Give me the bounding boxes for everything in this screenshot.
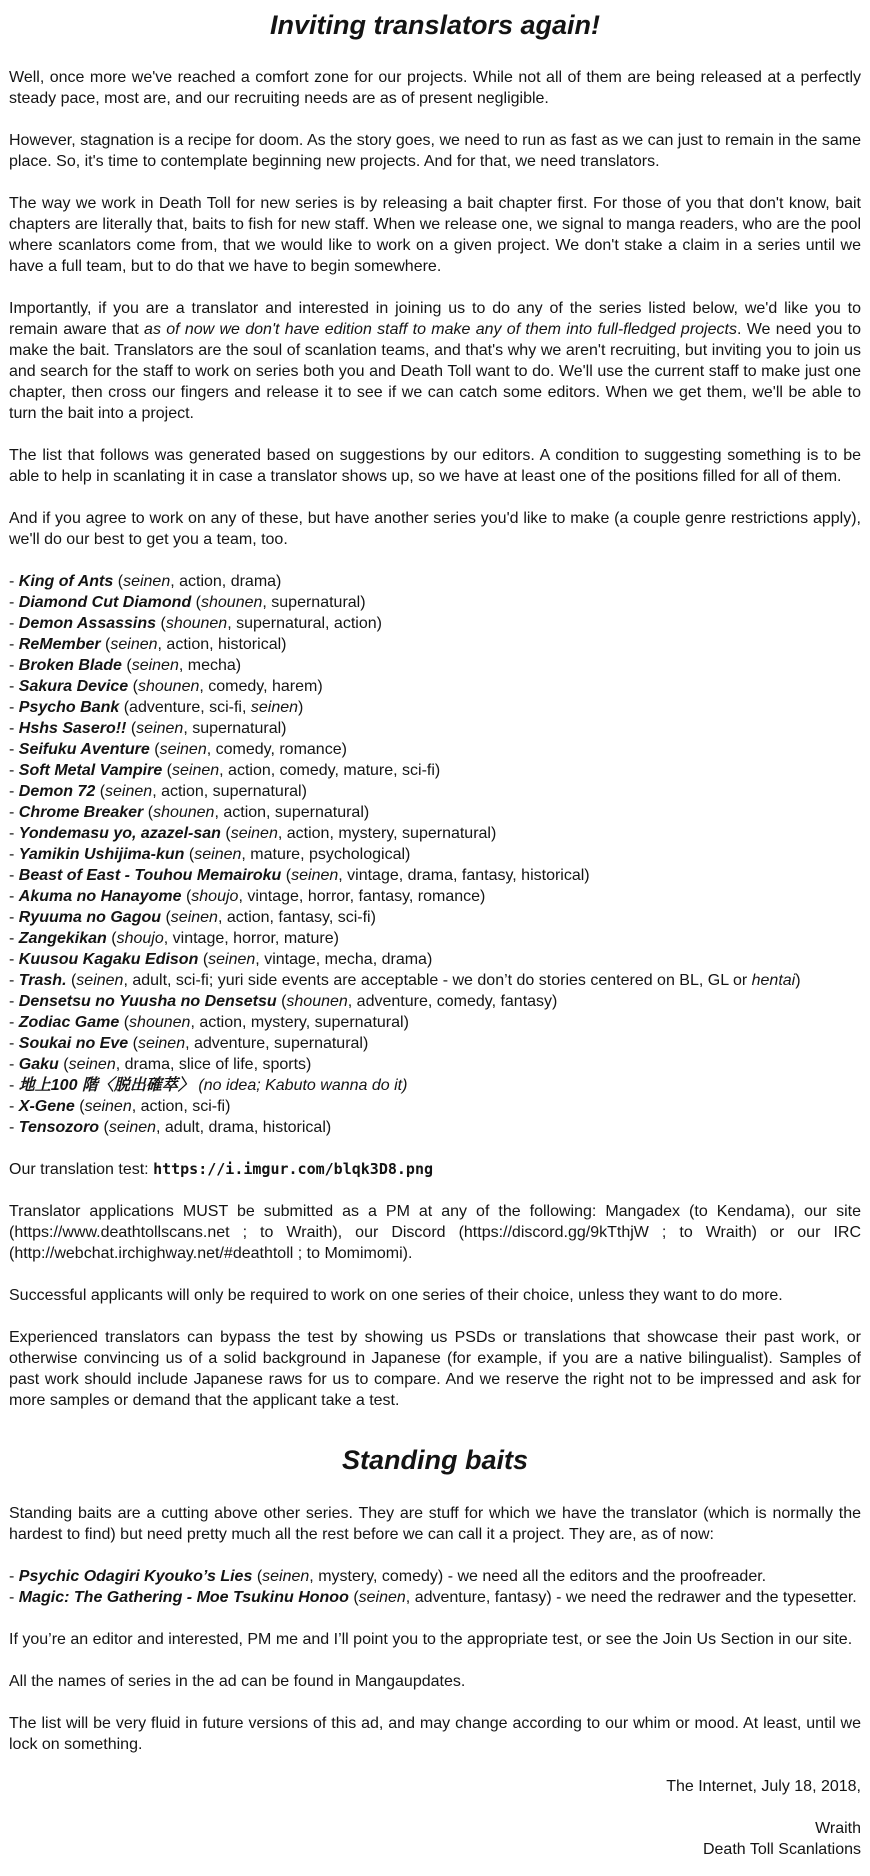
series-item: - Soft Metal Vampire (seinen, action, comedy, mature, sci-fi) <box>9 762 441 779</box>
series-item: - X-Gene (seinen, action, sci-fi) <box>9 1098 231 1115</box>
series-item: - Psycho Bank (adventure, sci-fi, seinen) <box>9 699 304 716</box>
series-title: Gaku <box>18 1056 59 1073</box>
bullet: - <box>9 720 19 737</box>
bullet: - <box>9 1568 19 1585</box>
series-title: Ryuuma no Gagou <box>18 909 162 926</box>
bullet: - <box>9 699 19 716</box>
paragraph: Successful applicants will only be required to work on one series of their choice, unless they want to do more. <box>9 1287 783 1304</box>
bullet: - <box>9 762 19 779</box>
bullet: - <box>9 594 19 611</box>
intro-section <box>9 67 861 550</box>
series-list <box>9 571 861 1138</box>
series-title: Yondemasu yo, azazel-san <box>18 825 221 842</box>
series-title: Zangekikan <box>18 930 107 947</box>
bullet: - <box>9 825 19 842</box>
translation-test-label: Our translation test: <box>9 1161 154 1178</box>
bait-item: - Magic: The Gathering - Moe Tsukinu Honoo (seinen, adventure, fantasy) - we need the redrawer and the typesetter. <box>9 1589 857 1606</box>
series-item: - Gaku (seinen, drama, slice of life, sports) <box>9 1056 312 1073</box>
series-item: - Trash. (seinen, adult, sci-fi; yuri side events are acceptable - we don’t do stories centered on BL, GL or hentai) <box>9 972 801 989</box>
series-title: Tensozoro <box>18 1119 100 1136</box>
series-title: Sakura Device <box>18 678 129 695</box>
bullet: - <box>9 951 19 968</box>
signoff-date: The Internet, July 18, 2018, <box>666 1778 861 1795</box>
series-item: - Demon 72 (seinen, action, supernatural) <box>9 783 307 800</box>
bullet: - <box>9 573 19 590</box>
paragraph: Translator applications MUST be submitted as a PM at any of the following: Mangadex (to Kendama), our site (https://www.deathtollscans.net ; to Wraith), our Discord (https://discord.gg/9kTthjW ; to Wraith) or our IRC (http://webchat.irchighway.net/#deathtoll ; to Momimomi). <box>9 1203 861 1262</box>
series-title: Seifuku Aventure <box>18 741 150 758</box>
paragraph: The list will be very fluid in future versions of this ad, and may change according to our whim or mood. At least, until we lock on something. <box>9 1715 861 1753</box>
bullet: - <box>9 993 19 1010</box>
bullet: - <box>9 930 19 947</box>
paragraph: However, stagnation is a recipe for doom. As the story goes, we need to run as fast as we can just to remain in the same place. So, it's time to contemplate beginning new projects. And for that, we need translators. <box>9 132 861 170</box>
series-item: - Yamikin Ushijima-kun (seinen, mature, psychological) <box>9 846 411 863</box>
series-item: - Tensozoro (seinen, adult, drama, historical) <box>9 1119 332 1136</box>
bullet: - <box>9 678 19 695</box>
paragraph: If you’re an editor and interested, PM me and I’ll point you to the appropriate test, or see the Join Us Section in our site. <box>9 1631 853 1648</box>
bullet: - <box>9 1589 19 1606</box>
bullet: - <box>9 888 19 905</box>
bullet: - <box>9 615 19 632</box>
series-title: Soft Metal Vampire <box>18 762 163 779</box>
series-title: Beast of East - Touhou Memairoku <box>18 867 282 884</box>
bullet: - <box>9 972 19 989</box>
series-item: - Densetsu no Yuusha no Densetsu (shounen, adventure, comedy, fantasy) <box>9 993 558 1010</box>
series-item: - Seifuku Aventure (seinen, comedy, romance) <box>9 741 347 758</box>
series-item: - Zodiac Game (shounen, action, mystery, supernatural) <box>9 1014 409 1031</box>
series-item: - ReMember (seinen, action, historical) <box>9 636 287 653</box>
bullet: - <box>9 867 19 884</box>
series-item: - Broken Blade (seinen, mecha) <box>9 657 242 674</box>
series-title: Demon Assassins <box>18 615 157 632</box>
series-title: 地上100 階〈脱出確萃〉 <box>18 1077 194 1094</box>
translation-test-line <box>9 1159 861 1180</box>
series-item: - Akuma no Hanayome (shoujo, vintage, horror, fantasy, romance) <box>9 888 486 905</box>
bullet: - <box>9 1014 19 1031</box>
bullet: - <box>9 741 19 758</box>
series-title: Hshs Sasero!! <box>18 720 127 737</box>
paragraph: The list that follows was generated based on suggestions by our editors. A condition to suggesting something is to be able to help in scanlating it in case a translator shows up, so we have at least one of the positions filled for all of them. <box>9 447 861 485</box>
paragraph: Experienced translators can bypass the test by showing us PSDs or translations that showcase their past work, or otherwise convincing us of a solid background in Japanese (for example, if you are a native bilingualist). Samples of past work should include Japanese raws for us to compare. And we reserve the right not to be impressed and ask for more samples or demand that the applicant take a test. <box>9 1329 861 1409</box>
bullet: - <box>9 1098 19 1115</box>
paragraph: The way we work in Death Toll for new series is by releasing a bait chapter first. For those of you that don't know, bait chapters are literally that, baits to fish for new staff. When we release one, we signal to manga readers, who are the pool where scanlators come from, that we would like to work on a given project. We don't stake a claim in a series until we have a full team, but to do that we have to begin somewhere. <box>9 195 861 275</box>
series-item: - King of Ants (seinen, action, drama) <box>9 573 282 590</box>
series-title: Chrome Breaker <box>18 804 144 821</box>
bullet: - <box>9 1056 19 1073</box>
series-title: Soukai no Eve <box>18 1035 129 1052</box>
series-title: Densetsu no Yuusha no Densetsu <box>18 993 277 1010</box>
series-title: King of Ants <box>18 573 114 590</box>
series-item: - Kuusou Kagaku Edison (seinen, vintage, mecha, drama) <box>9 951 433 968</box>
bullet: - <box>9 636 19 653</box>
bullet: - <box>9 909 19 926</box>
series-title: X-Gene <box>18 1098 75 1115</box>
series-item: - Demon Assassins (shounen, supernatural, action) <box>9 615 382 632</box>
paragraph: Well, once more we've reached a comfort zone for our projects. While not all of them are being released at a perfectly steady pace, most are, and our recruiting needs are as of present negligible. <box>9 69 861 107</box>
series-title: Kuusou Kagaku Edison <box>18 951 199 968</box>
series-item: - Yondemasu yo, azazel-san (seinen, action, mystery, supernatural) <box>9 825 497 842</box>
signoff <box>9 1818 861 1860</box>
signoff-group: Death Toll Scanlations <box>702 1841 861 1858</box>
series-item: - Ryuuma no Gagou (seinen, action, fantasy, sci-fi) <box>9 909 376 926</box>
bullet: - <box>9 1077 19 1094</box>
series-item: - Soukai no Eve (seinen, adventure, supernatural) <box>9 1035 369 1052</box>
standing-baits-intro: Standing baits are a cutting above other series. They are stuff for which we have the translator (which is normally the hardest to find) but need pretty much all the rest before we can call it a project. They are, as of now: <box>9 1505 861 1543</box>
applications-section <box>9 1201 861 1411</box>
series-item: - Zangekikan (shoujo, vintage, horror, mature) <box>9 930 339 947</box>
series-item: - Diamond Cut Diamond (shounen, supernatural) <box>9 594 366 611</box>
baits-list <box>9 1566 861 1608</box>
paragraph: Importantly, if you are a translator and interested in joining us to do any of the series listed below, we'd like you to remain aware that as of now we don't have edition staff to make any of them into full-fledged projects. We need you to make the bait. Translators are the soul of scanlation teams, and that's why we aren't recruiting, but inviting you to join us and search for the staff to work on series both you and Death Toll want to do. We'll use the current staff to make just one chapter, then cross our fingers and release it to see if we can catch some editors. When we get them, we'll be able to turn the bait into a project. <box>9 300 862 422</box>
outro-section <box>9 1629 861 1755</box>
document <box>9 8 861 1860</box>
series-title: Broken Blade <box>18 657 122 674</box>
series-title: Demon 72 <box>18 783 96 800</box>
paragraph: And if you agree to work on any of these, but have another series you'd like to make (a couple genre restrictions apply), we'll do our best to get you a team, too. <box>9 510 861 548</box>
page-title: Inviting translators again! <box>269 10 601 40</box>
bullet: - <box>9 657 19 674</box>
paragraph: All the names of series in the ad can be found in Mangaupdates. <box>9 1673 466 1690</box>
bait-item: - Psychic Odagiri Kyouko’s Lies (seinen, mystery, comedy) - we need all the editors and the proofreader. <box>9 1568 767 1585</box>
series-item: - Hshs Sasero!! (seinen, supernatural) <box>9 720 287 737</box>
series-title: Zodiac Game <box>18 1014 120 1031</box>
series-title: Magic: The Gathering - Moe Tsukinu Honoo <box>18 1589 349 1606</box>
series-title: Psycho Bank <box>18 699 120 716</box>
bullet: - <box>9 1119 19 1136</box>
signoff-author: Wraith <box>815 1820 861 1837</box>
series-title: Trash. <box>18 972 67 989</box>
series-item: - Sakura Device (shounen, comedy, harem) <box>9 678 323 695</box>
series-title: Akuma no Hanayome <box>18 888 182 905</box>
series-title: Diamond Cut Diamond <box>18 594 192 611</box>
standing-baits-title: Standing baits <box>341 1445 528 1475</box>
series-item: - 地上100 階〈脱出確萃〉 (no idea; Kabuto wanna do it) <box>9 1077 408 1094</box>
bullet: - <box>9 783 19 800</box>
bullet: - <box>9 804 19 821</box>
bullet: - <box>9 846 19 863</box>
series-item: - Beast of East - Touhou Memairoku (seinen, vintage, drama, fantasy, historical) <box>9 867 590 884</box>
bullet: - <box>9 1035 19 1052</box>
series-title: Yamikin Ushijima-kun <box>18 846 185 863</box>
series-item: - Chrome Breaker (shounen, action, supernatural) <box>9 804 370 821</box>
series-title: ReMember <box>18 636 101 653</box>
series-title: Psychic Odagiri Kyouko’s Lies <box>18 1568 253 1585</box>
translation-test-url: https://i.imgur.com/blqk3D8.png <box>153 1160 434 1178</box>
